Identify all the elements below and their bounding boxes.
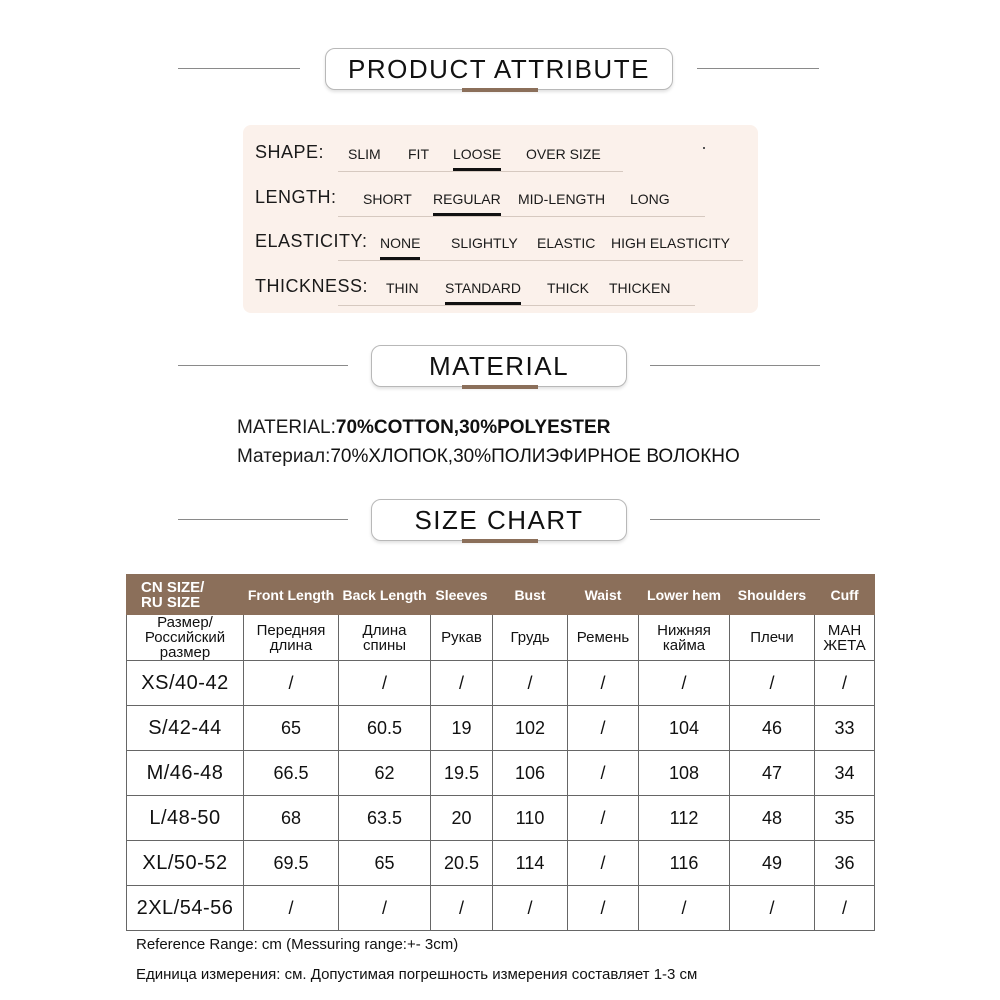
table-cell: M/46-48 [127,751,244,796]
table-cell: 47 [730,751,815,796]
table-cell: S/42-44 [127,706,244,751]
table-cell: Размер/ Российский размер [127,615,244,661]
table-cell: / [639,886,730,931]
table-cell: Shoulders [730,575,815,615]
table-header-row-en [127,575,875,615]
product-attribute-panel [243,125,758,313]
table-cell: Sleeves [431,575,493,615]
section-accent [462,385,538,389]
table-cell: / [815,886,875,931]
attribute-row [243,272,758,302]
attribute-label: ELASTICITY: [255,231,368,251]
table-cell: 60.5 [339,706,431,751]
table-cell: 62 [339,751,431,796]
table-cell: 46 [730,706,815,751]
attribute-option: ELASTIC [537,235,596,251]
attribute-option-selected: NONE [380,235,421,251]
table-cell: Плечи [730,615,815,661]
table-cell: 20 [431,796,493,841]
table-cell: 108 [639,751,730,796]
divider-left [178,519,348,520]
section-accent [462,88,538,92]
table-row [127,796,875,841]
section-header-attribute [0,48,1000,108]
table-cell: 35 [815,796,875,841]
attribute-row [243,183,758,213]
table-cell: 66.5 [244,751,339,796]
table-cell: / [815,661,875,706]
section-header-material [0,345,1000,405]
table-cell: 106 [493,751,568,796]
table-cell: / [493,886,568,931]
table-cell: / [730,886,815,931]
measurement-note-ru: Единица измерения: см. Допустимая погрешность измерения составляет 1-3 см [136,966,698,983]
table-cell: L/48-50 [127,796,244,841]
table-row [127,661,875,706]
material-line-en [237,417,610,439]
table-cell: CN SIZE/ RU SIZE [127,575,244,615]
table-cell: / [568,796,639,841]
section-header-size [0,499,1000,559]
table-cell: Waist [568,575,639,615]
divider-left [178,68,300,69]
table-cell: 102 [493,706,568,751]
table-cell: 63.5 [339,796,431,841]
divider-right [650,519,820,520]
attribute-option: THICKEN [609,280,671,296]
table-cell: / [730,661,815,706]
table-cell: 48 [730,796,815,841]
divider-right [650,365,820,366]
attribute-option: SLIGHTLY [451,235,518,251]
table-cell: XS/40-42 [127,661,244,706]
table-cell: 112 [639,796,730,841]
table-cell: / [639,661,730,706]
table-cell: 49 [730,841,815,886]
table-cell: 69.5 [244,841,339,886]
table-cell: / [568,886,639,931]
attribute-baseline [338,171,623,172]
table-cell: / [568,751,639,796]
table-cell: 65 [244,706,339,751]
attribute-option: HIGH ELASTICITY [611,235,731,251]
table-row [127,706,875,751]
table-cell: 20.5 [431,841,493,886]
reference-range-note: Reference Range: cm (Messuring range:+- 3cm) [136,936,459,953]
table-cell: 19.5 [431,751,493,796]
table-cell: Ремень [568,615,639,661]
attribute-label: THICKNESS: [255,276,369,296]
attribute-option-selected: LOOSE [453,146,502,162]
table-cell: 2XL/54-56 [127,886,244,931]
table-header-row-ru [127,615,875,661]
attribute-baseline [338,260,743,261]
table-cell: Cuff [815,575,875,615]
size-chart-table [126,574,875,931]
table-cell: / [244,886,339,931]
table-cell: 110 [493,796,568,841]
attribute-option: SHORT [363,191,412,207]
table-cell: / [339,661,431,706]
attribute-option: THICK [547,280,589,296]
attribute-option: THIN [386,280,419,296]
table-cell: / [244,661,339,706]
material-value-en: 70%COTTON,30%POLYESTER [335,417,611,438]
table-cell: 104 [639,706,730,751]
attribute-option: MID-LENGTH [518,191,606,207]
table-cell: 68 [244,796,339,841]
table-row [127,886,875,931]
attribute-option: OVER SIZE [526,146,601,162]
divider-left [178,365,348,366]
section-title-material: MATERIAL [371,345,627,387]
attribute-option: LONG [630,191,670,207]
table-cell: 19 [431,706,493,751]
table-cell: Грудь [493,615,568,661]
section-title-size: SIZE CHART [371,499,627,541]
table-cell: 36 [815,841,875,886]
table-cell: 65 [339,841,431,886]
attribute-baseline [338,305,695,306]
table-cell: XL/50-52 [127,841,244,886]
material-label-en: MATERIAL: [237,417,336,438]
table-cell: 116 [639,841,730,886]
table-cell: МАН ЖЕТА [815,615,875,661]
table-cell: 114 [493,841,568,886]
table-cell: Bust [493,575,568,615]
table-cell: Передняя длина [244,615,339,661]
table-cell: / [568,706,639,751]
table-cell: 33 [815,706,875,751]
table-row [127,751,875,796]
table-cell: / [493,661,568,706]
attribute-option-selected: STANDARD [445,280,521,296]
table-cell: Front Length [244,575,339,615]
table-cell: Рукав [431,615,493,661]
table-cell: Нижняя кайма [639,615,730,661]
attribute-label: LENGTH: [255,187,337,207]
attribute-label: SHAPE: [255,142,325,162]
table-cell: / [568,841,639,886]
table-cell: Back Length [339,575,431,615]
section-accent [462,539,538,543]
attribute-option: FIT [408,146,429,162]
material-label-ru: Материал: [237,446,331,467]
material-line-ru [237,446,740,468]
table-cell: / [339,886,431,931]
section-title-attribute: PRODUCT ATTRIBUTE [325,48,673,90]
attribute-option-selected: REGULAR [433,191,501,207]
attribute-row [243,227,758,257]
table-cell: Lower hem [639,575,730,615]
material-value-ru: 70%ХЛОПОК,30%ПОЛИЭФИРНОЕ ВОЛОКНО [330,446,740,467]
table-cell: / [568,661,639,706]
table-cell: / [431,661,493,706]
attribute-baseline [338,216,705,217]
table-cell: Длина спины [339,615,431,661]
table-cell: / [431,886,493,931]
table-row [127,841,875,886]
attribute-row [243,138,758,168]
attribute-option: SLIM [348,146,381,162]
table-cell: 34 [815,751,875,796]
divider-right [697,68,819,69]
